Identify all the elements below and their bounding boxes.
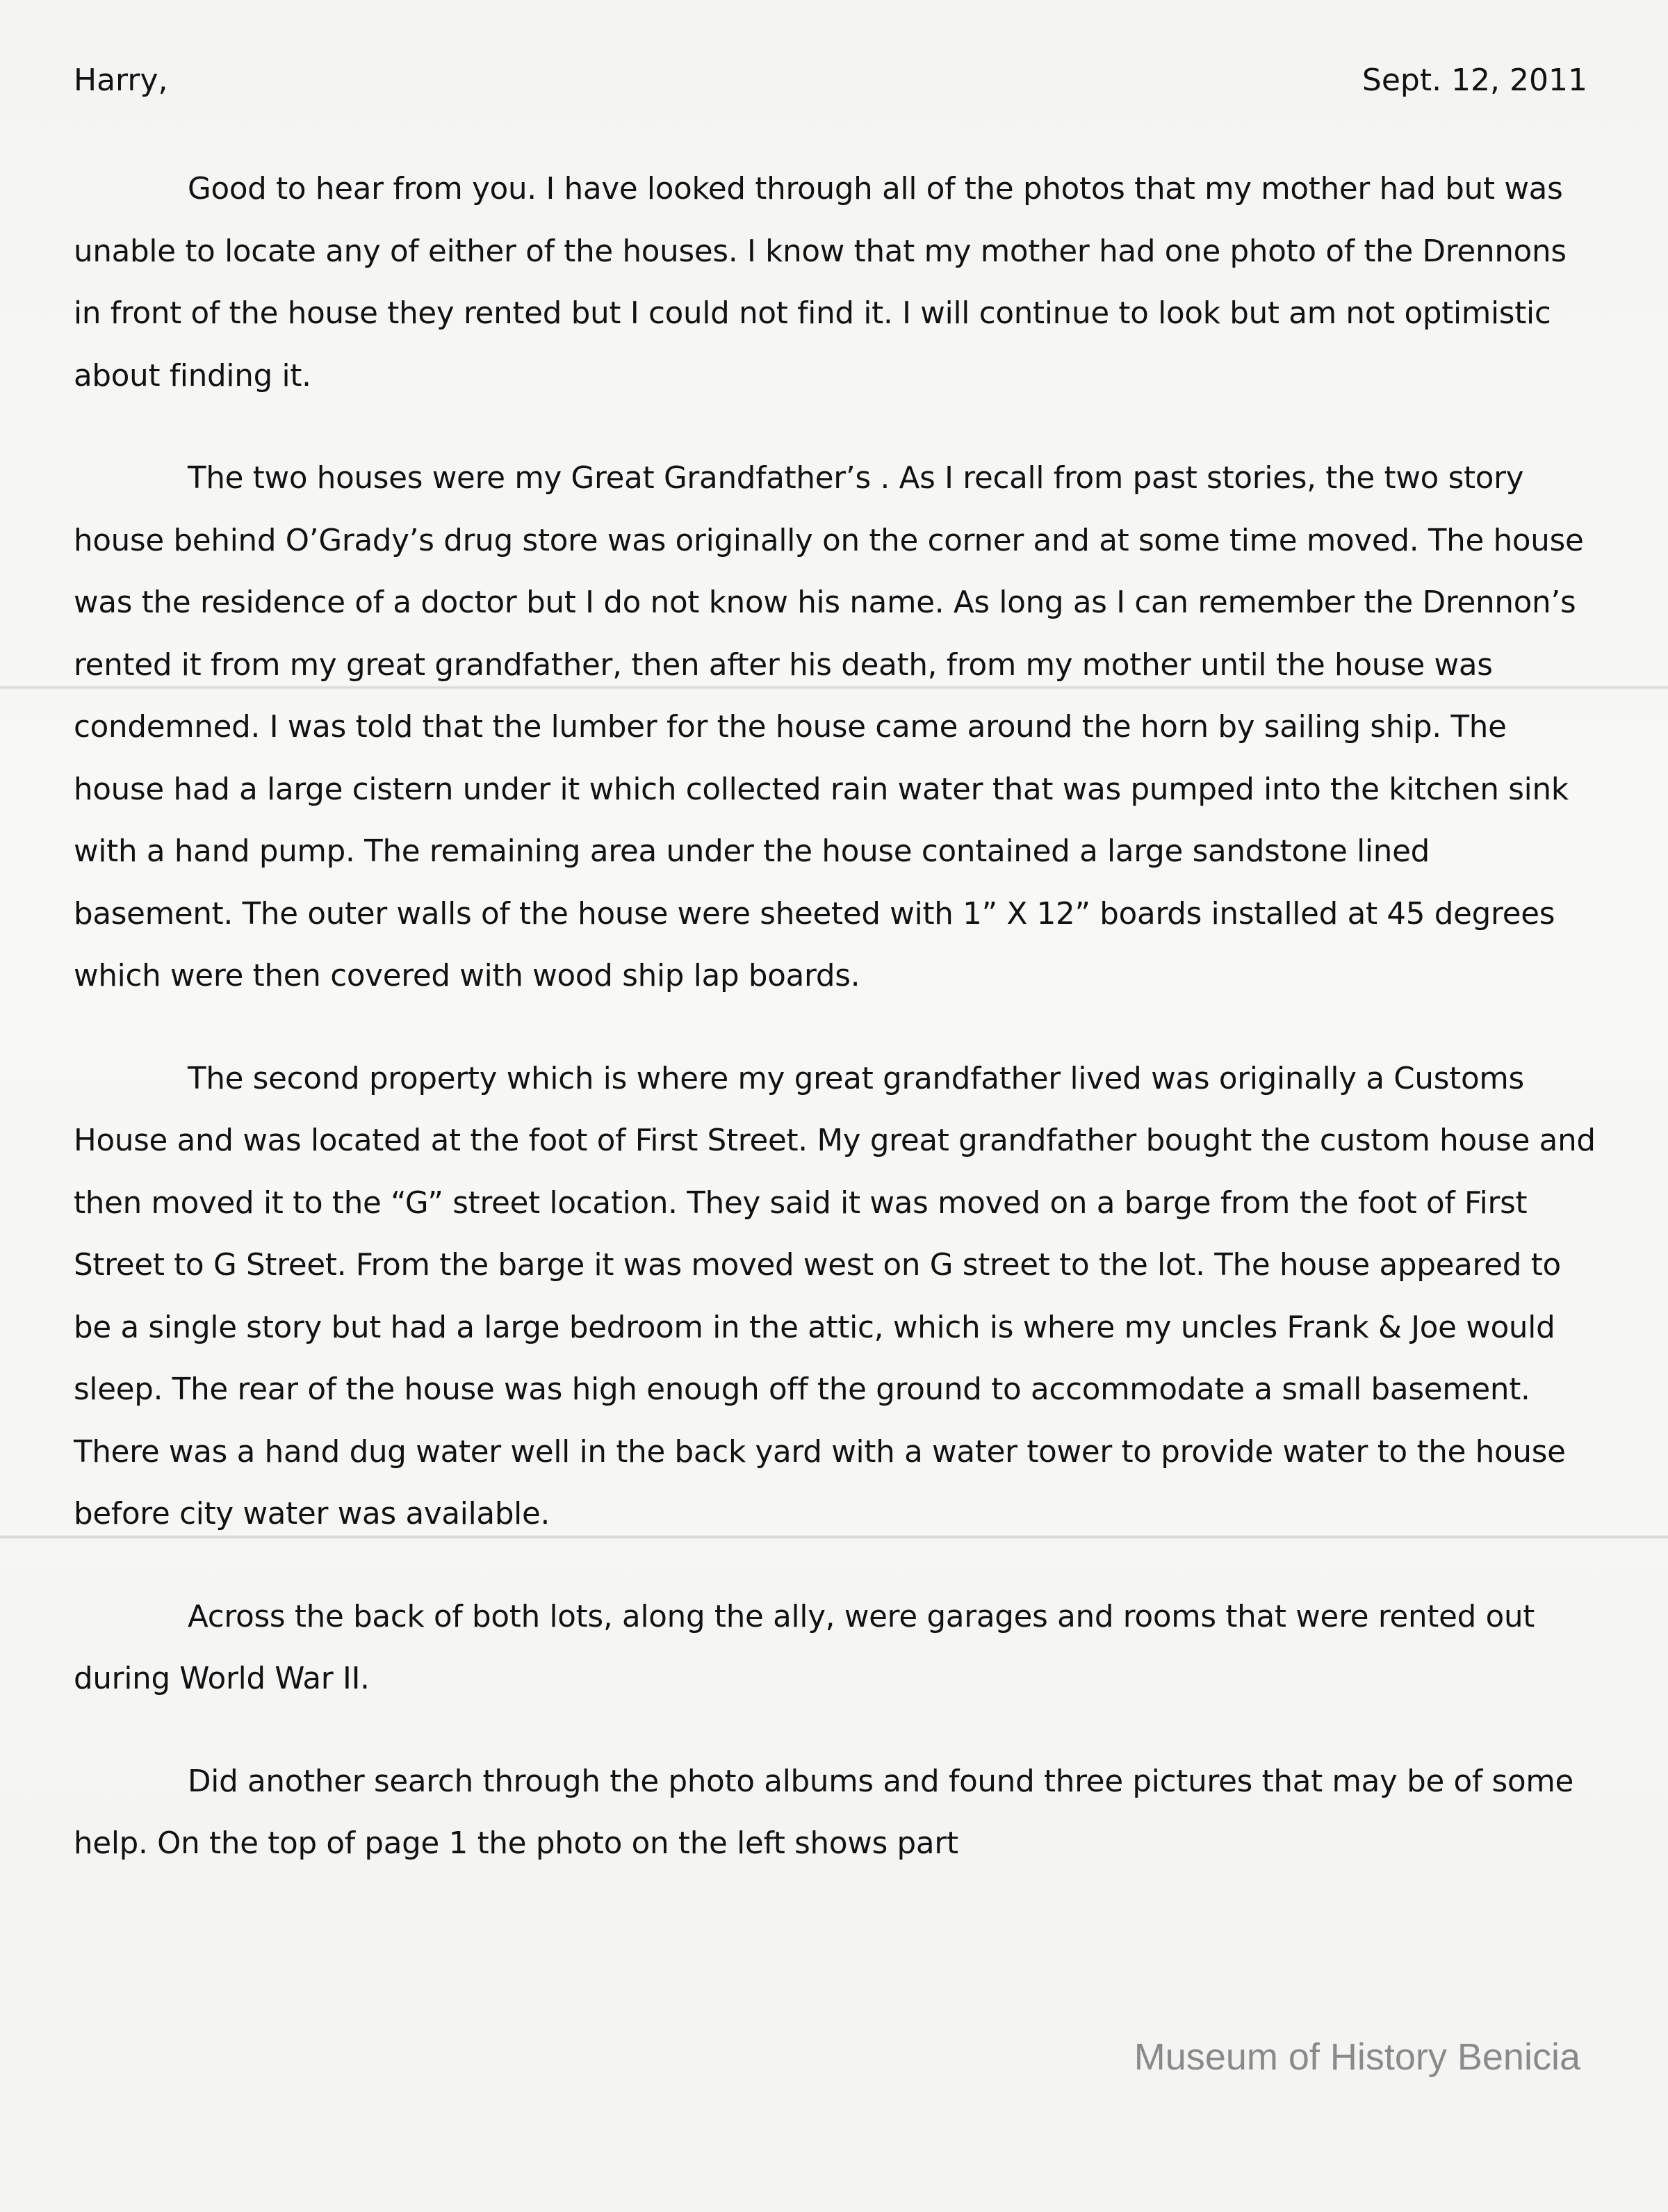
paragraph: The two houses were my Great Grandfather’s . As I recall from past stories, the two story house behind O’Grady’s drug store was originally on the corner and at some time moved. The house was the residence of a doctor but I do not know his name. As long as I can remember the Drennon’s rented it from my great grandfather, then after his death, from my mother until the house was condemned. I was told that the lumber for the house came around the horn by sailing ship. The house had a large cistern under it which collected rain water that was pumped into the kitchen sink with a hand pump. The remaining area under the house contained a large sandstone lined basement. The outer walls of the house were sheeted with 1” X 12” boards installed at 45 degrees which were then covered with wood ship lap boards.	[74, 461, 1584, 993]
salutation: Harry,	[74, 63, 168, 98]
watermark: Museum of History Benicia	[1134, 2036, 1580, 2078]
letter-date: Sept. 12, 2011	[1362, 63, 1587, 98]
letter-body	[74, 158, 1596, 1916]
paragraph: Across the back of both lots, along the ally, were garages and rooms that were rented out during World War II.	[74, 1599, 1535, 1696]
paragraph: Did another search through the photo albums and found three pictures that may be of some help. On the top of page 1 the photo on the left shows part	[74, 1764, 1573, 1861]
letter-header	[74, 63, 1594, 111]
paragraph: The second property which is where my great grandfather lived was originally a Customs House and was located at the foot of First Street. My great grandfather bought the custom house and then moved it to the “G” street location. They said it was moved on a barge from the foot of First Street to G Street. From the barge it was moved west on G street to the lot. The house appeared to be a single story but had a large bedroom in the attic, which is where my uncles Frank & Joe would sleep. The rear of the house was high enough off the ground to accommodate a small basement. There was a hand dug water well in the back yard with a water tower to provide water to the house before city water was available.	[74, 1061, 1596, 1531]
paragraph: Good to hear from you. I have looked through all of the photos that my mother had but was unable to locate any of either of the houses. I know that my mother had one photo of the Drennons in front of the house they rented but I could not find it. I will continue to look but am not optimistic about finding it.	[74, 172, 1567, 393]
